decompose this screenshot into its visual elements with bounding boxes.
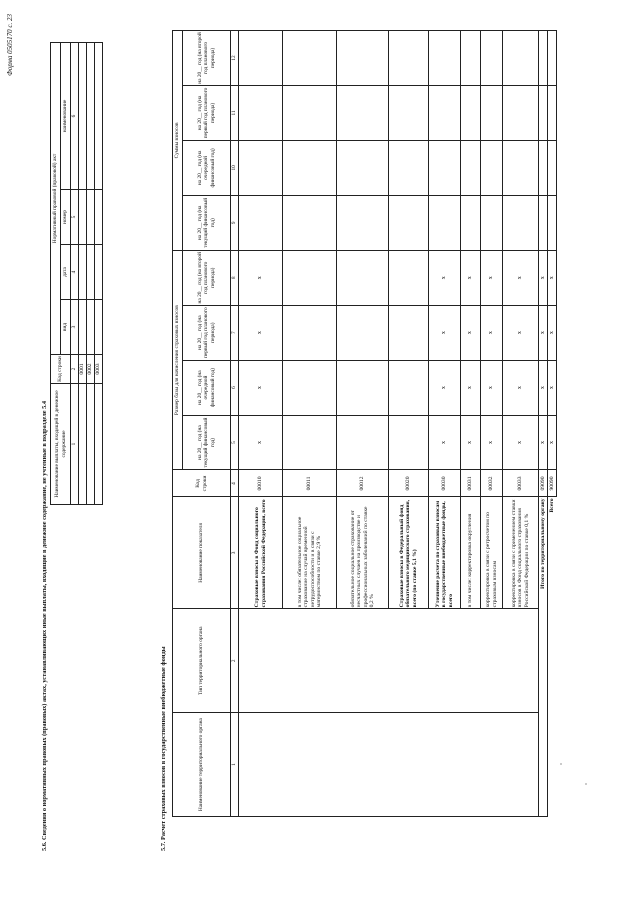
s57-colnum: 3 bbox=[231, 497, 239, 609]
indicator-label: корректировка в связи с ретросчетом по страховым взносам bbox=[481, 497, 503, 609]
cell-x: x bbox=[481, 415, 503, 470]
scan-speck bbox=[585, 783, 587, 785]
s57-colnum: 11 bbox=[231, 85, 239, 140]
section-57-table bbox=[172, 30, 557, 817]
s57-colnum: 5 bbox=[231, 415, 239, 470]
s57-colnum: 12 bbox=[231, 31, 239, 86]
total-all-code: 90090 bbox=[548, 470, 557, 497]
cell-x: x bbox=[461, 250, 481, 305]
cell-x: x bbox=[429, 360, 461, 415]
section-56-title: 5.6. Сведения о нормативных правовых (правовых) актах, устанавливающих иные выплаты, входящие в денежное содержание, не учтенные в подразделе 5.4 bbox=[41, 401, 48, 851]
s57-colnum: 10 bbox=[231, 140, 239, 195]
indicator-label: в том числе: обязательное социальное страхование на случай временной нетрудоспособности и в связи с материнством по ставке 2,9 % bbox=[283, 497, 337, 609]
s56-header-npa-name: наименование bbox=[61, 43, 71, 190]
s57-header-code: Код строки bbox=[173, 470, 231, 497]
s57-colnum: 1 bbox=[231, 713, 239, 817]
s57-header-base-group: Размер базы для начисления страховых взносов bbox=[173, 250, 183, 470]
s56-header-code: Код строки bbox=[51, 355, 71, 384]
cell-x: x bbox=[239, 250, 283, 305]
s57-header-sum-p2: на 20__ год (на второй год планового периода) bbox=[183, 31, 231, 86]
indicator-label: Страховые взносы в Фонд социального страхования Российской Федерации, всего bbox=[239, 497, 283, 609]
row-code: 00030 bbox=[429, 470, 461, 497]
s57-header-base-p2: на 20__ год (на второй год планового периода) bbox=[183, 250, 231, 305]
cell-x: x bbox=[429, 250, 461, 305]
s57-header-org-name: Наименование территориального органа bbox=[173, 713, 231, 817]
s56-colnum: 2 bbox=[71, 355, 79, 384]
indicator-label: корректировка в связи с применением ставки взносов в Фонд социального страхования Российской Федерации по ставке 0,1 % bbox=[503, 497, 539, 609]
cell-x: x bbox=[503, 250, 539, 305]
s56-header-name: Наименование выплаты, входящей в денежное содержание bbox=[51, 384, 71, 505]
s56-header-date: дата bbox=[61, 245, 71, 300]
row-code: 00020 bbox=[389, 470, 429, 497]
s57-header-base-p1: на 20__ год (на первый год планового периода) bbox=[183, 305, 231, 360]
s56-header-number: номер bbox=[61, 190, 71, 245]
total-org-code: 09090 bbox=[539, 470, 548, 497]
s56-row bbox=[95, 43, 103, 505]
s57-header-sum-p1: на 20__ год (на первый год планового периода) bbox=[183, 85, 231, 140]
indicator-label: Страховые взносы в Федеральный фонд обязательного медицинского страхования, всего (по ставке 5,1 %) bbox=[389, 497, 429, 609]
s57-header-base-next: на 20__ год (на очередной финансовый год) bbox=[183, 360, 231, 415]
s56-row-code: 0002 bbox=[87, 355, 95, 384]
cell-x: x bbox=[548, 415, 557, 470]
table-row bbox=[239, 31, 283, 817]
cell-x: x bbox=[548, 305, 557, 360]
s57-colnum: 7 bbox=[231, 305, 239, 360]
total-all-row bbox=[548, 31, 557, 817]
s56-colnum: 3 bbox=[71, 300, 79, 355]
indicator-label: обязательное социальное страхование от несчастных случаев на производстве и профессиональных заболеваний по ставке 0,2 % bbox=[337, 497, 389, 609]
cell-x: x bbox=[539, 415, 548, 470]
cell-x: x bbox=[503, 415, 539, 470]
cell-x: x bbox=[461, 305, 481, 360]
cell-x: x bbox=[503, 305, 539, 360]
row-code: 00031 bbox=[461, 470, 481, 497]
cell-x: x bbox=[548, 360, 557, 415]
s56-header-npa-group: Нормативный правовой (правовой) акт bbox=[51, 43, 61, 355]
org-type-cell bbox=[239, 609, 539, 713]
s57-header-base-cur: на 20__ год (на текущий финансовый год) bbox=[183, 415, 231, 470]
s57-colnum: 8 bbox=[231, 250, 239, 305]
cell-x: x bbox=[481, 250, 503, 305]
s56-colnum: 4 bbox=[71, 245, 79, 300]
s56-row-code: 0003 bbox=[95, 355, 103, 384]
s57-colnum: 6 bbox=[231, 360, 239, 415]
cell-x: x bbox=[481, 360, 503, 415]
s56-header-type: вид bbox=[61, 300, 71, 355]
row-code: 00012 bbox=[337, 470, 389, 497]
s57-colnum: 9 bbox=[231, 195, 239, 250]
s57-header-indicator: Наименование показателя bbox=[173, 497, 231, 609]
s57-colnum: 2 bbox=[231, 609, 239, 713]
form-code: Форма 0505170 с. 23 bbox=[6, 14, 14, 76]
cell-x: x bbox=[503, 360, 539, 415]
s57-colnum: 4 bbox=[231, 470, 239, 497]
s57-header-sum-group: Суммы взносов bbox=[173, 31, 183, 251]
cell-x: x bbox=[539, 250, 548, 305]
cell-x: x bbox=[239, 415, 283, 470]
scan-speck bbox=[560, 763, 562, 765]
org-name-cell bbox=[239, 713, 539, 817]
cell-x: x bbox=[548, 250, 557, 305]
section-57-title: 5.7. Расчет страховых взносов в государственные внебюджетные фонды bbox=[160, 646, 167, 851]
row-code: 00032 bbox=[481, 470, 503, 497]
s57-header-org-type: Тип территориального органа bbox=[173, 609, 231, 713]
s56-colnum: 1 bbox=[71, 384, 79, 505]
s56-row bbox=[87, 43, 95, 505]
s57-header-sum-next: на 20__ год (на очередной финансовый год) bbox=[183, 140, 231, 195]
indicator-label: Уточнение расчета по страховым взносам в государственные внебюджетные фонды, всего bbox=[429, 497, 461, 609]
total-org-row bbox=[539, 31, 548, 817]
row-code: 00011 bbox=[283, 470, 337, 497]
cell-x: x bbox=[239, 360, 283, 415]
cell-x: x bbox=[539, 360, 548, 415]
s56-colnum: 6 bbox=[71, 43, 79, 190]
total-org-label: Итого по территориальному органу bbox=[539, 497, 548, 817]
s56-row bbox=[79, 43, 87, 505]
row-code: 00010 bbox=[239, 470, 283, 497]
total-all-label: Всего bbox=[548, 497, 557, 817]
row-code: 00033 bbox=[503, 470, 539, 497]
section-56-table bbox=[50, 42, 103, 505]
cell-x: x bbox=[461, 360, 481, 415]
indicator-label: в том числе: корректировка округления bbox=[461, 497, 481, 609]
cell-x: x bbox=[481, 305, 503, 360]
s56-row-code: 0001 bbox=[79, 355, 87, 384]
s56-colnum: 5 bbox=[71, 190, 79, 245]
cell-x: x bbox=[539, 305, 548, 360]
s57-header-sum-cur: на 20__ год (на текущий финансовый год) bbox=[183, 195, 231, 250]
cell-x: x bbox=[239, 305, 283, 360]
cell-x: x bbox=[429, 415, 461, 470]
cell-x: x bbox=[461, 415, 481, 470]
cell-x: x bbox=[429, 305, 461, 360]
